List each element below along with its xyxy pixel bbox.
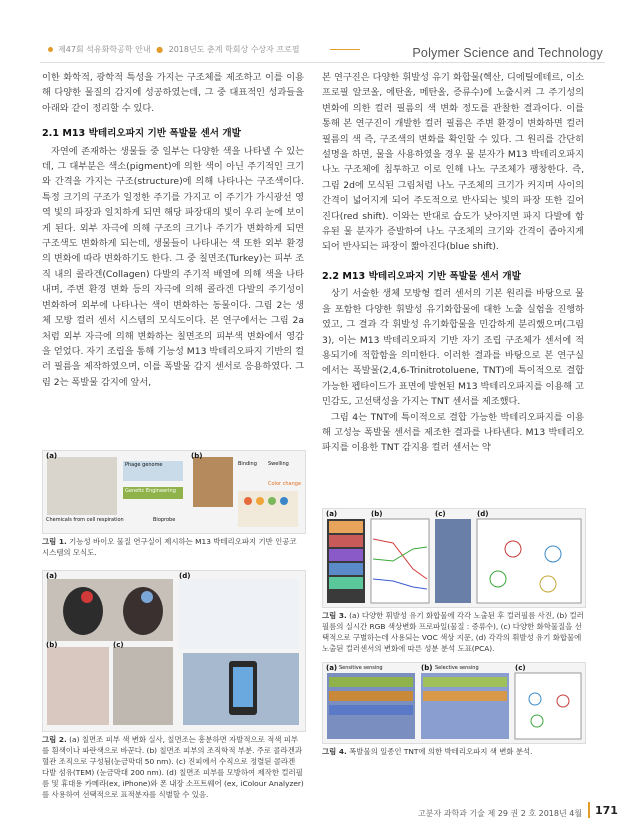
fig1-well-3 bbox=[268, 497, 276, 505]
fig1-caption-title: 그림 1. bbox=[42, 537, 67, 546]
left-column bbox=[42, 70, 304, 390]
fig2-label-a: (a) bbox=[46, 572, 58, 580]
fig3-caption-title: 그림 3. bbox=[322, 611, 347, 620]
fig4-band-4 bbox=[423, 677, 507, 687]
figure-3 bbox=[322, 508, 586, 608]
fig3-caption-text: (a) 다양한 휘발성 유기 화합물에 각각 노출된 후 컬러필름 사진, (b) 컬러 필름의 실시간 RGB 색상변화 프로파일(물질 : 증류수), (c) 다양한 화학물질을 선택적으로 구별하는데 사용되는 VOC 색상 지문, (d) 각각의 휘발성 유기 화합물에 노출된 컬러센서의 변화에 따른 성분 분석 도표(PCA). bbox=[322, 611, 584, 653]
fig1-text-chemicals: Chemicals from cell respiration bbox=[46, 517, 124, 523]
right-paragraph-1: 본 연구진은 다양한 휘발성 유기 화합물(헥산, 디에틸에테르, 이소프로필 알코올, 에탄올, 메탄올, 증류수)에 노출시켜 그 주기성의 변화에 의한 컬러 필름의 색 변화 정도를 관찰한 결과이다. 이를 통해 본 연구진이 개발한 컬러 필름은 주변 환경이 변화하면 컬러필름의 색 즉, 구조색의 변화를 확인할 수 있다. 그 원리를 간단히 설명을 하면, 물을 사용하였을 경우 물 분자가 M13 박테리오파지 나노 구조체에 침투하고 이로 인해 나노 구조체가 팽창한다. 즉, 그림 2d에 모식된 그림처럼 나노 구조체의 크기가 커지며 사이의 간격이 넓어지게 되어 주도적으로 반사되는 빛의 파장 또한 길어진다(red shift). 이와는 반대로 습도가 낮아지면 파지 다발에 함유된 물 분자가 증발하여 나노 구조체의 크기와 간격이 좁아지게 되어 반사되는 파장이 짧아진다(blue shift). bbox=[322, 72, 584, 253]
header-item-1: 제47회 석유화학공학 안내 bbox=[58, 45, 151, 54]
fig3-film-3 bbox=[329, 549, 363, 561]
footer-journal-info: 고분자 과학과 기술 제 29 권 2 호 2018년 4월 bbox=[418, 809, 583, 818]
fig1-well-4 bbox=[280, 497, 288, 505]
header-bullet-icon bbox=[48, 47, 53, 52]
header-rule bbox=[330, 49, 360, 50]
page-header bbox=[0, 0, 625, 62]
fig2-turkey-head-1 bbox=[81, 591, 93, 603]
fig3-label-c: (c) bbox=[435, 510, 446, 518]
figure-2 bbox=[42, 570, 306, 732]
fig1-caption-text: 기능성 바이오 물질 연구실이 제시하는 M13 박테리오파지 기반 인공코 시스템의 모식도. bbox=[42, 537, 297, 557]
fig3-rgb-plot bbox=[371, 519, 429, 603]
page-number: 171 bbox=[595, 804, 618, 817]
fig1-text-binding: Binding bbox=[238, 461, 257, 467]
fig3-label-d: (d) bbox=[477, 510, 489, 518]
right-paragraph-3: 그림 4는 TNT에 특이적으로 결합 가능한 박테리오파지를 이용해 고성능 폭발물 센서를 제조한 결과를 나타낸다. M13 박테리오파지를 이용한 TNT 감지용 컬러 센서는 약 bbox=[322, 411, 584, 454]
header-bottom-rule bbox=[40, 62, 605, 63]
fig3-film-2 bbox=[329, 535, 363, 547]
fig3-voc-fingerprint bbox=[435, 519, 471, 603]
fig3-film-5 bbox=[329, 577, 363, 589]
fig1-text-color: Color change bbox=[268, 481, 302, 487]
fig1-wells bbox=[238, 491, 298, 527]
fig2-histology-b bbox=[47, 647, 109, 725]
fig3-film-4 bbox=[329, 563, 363, 575]
fig2-caption-title: 그림 2. bbox=[42, 735, 67, 744]
fig2-tem-c bbox=[113, 647, 173, 725]
fig4-label-b: (b) bbox=[421, 664, 433, 672]
fig4-label-c: (c) bbox=[515, 664, 526, 672]
fig4-caption-text: 폭발물의 일종인 TNT에 의한 박테리오파지 색 변화 분석. bbox=[349, 747, 533, 756]
fig2-schematic-d bbox=[179, 579, 299, 649]
fig4-band-3 bbox=[329, 705, 413, 715]
fig2-label-b: (b) bbox=[46, 641, 58, 649]
left-paragraph-2: 자연에 존재하는 생물들 중 일부는 다양한 색을 나타낼 수 있는데, 그 대부분은 색소(pigment)에 의한 색이 아닌 주기적인 크기와 간격을 가지는 구조(structure)에 의해 나타나는 구조색이다. 특정 크기의 구조가 일정한 주기를 가지고 이 주기가 가시광선 영역 빛의 파장과 일치하게 되면 해당 파장대의 빛이 우리 눈에 보이게 된다. 외부 자극에 의해 구조의 크기나 주기가 변화하게 되면 구조색도 변화하게 되는데, 생물들이 나타내는 색 또한 외부 환경의 변화에 따라 변화하기도 한다. 그 중 칠면조(Turkey)는 피부 조직 내의 콜라겐(Collagen) 다발의 주기적 배열에 의해 색을 나타내며, 주변 환경 변화 등의 자극에 의해 콜라겐 다발의 주기성이 변화하여 외부에 나타나는 색이 변화하는 동물이다. 그림 2는 생체 모방 컬러 센서 시스템의 모식도이다. 본 연구에서는 그림 2a 처럼 외부 자극에 의해 변화하는 칠면조의 피부색 변화에서 영감을 얻었다. 자기 조립을 통해 기능성 M13 박테리오파지 기반의 컬러 필름을 제작하였으며, 이를 폭발물 감지 센서로 응용하였다. 그림 2는 폭발물 감지에 앞서, bbox=[42, 145, 304, 388]
fig4-text-selective: Selective sensing bbox=[435, 665, 479, 671]
figure-2-caption bbox=[42, 734, 304, 800]
figure-1-caption bbox=[42, 536, 304, 558]
fig4-label-a: (a) bbox=[326, 664, 338, 672]
figure-3-caption bbox=[322, 610, 584, 654]
fig4-band-1 bbox=[329, 677, 413, 687]
fig2-turkey-head-2 bbox=[141, 591, 153, 603]
figure-4-graphic bbox=[323, 663, 585, 743]
right-paragraph-2: 상기 서술한 생체 모방형 컬러 센서의 기본 원리를 바탕으로 물을 포함한 다양한 휘발성 유기화합물에 대한 노출 실험을 진행하였고, 그 결과 각 휘발성 유기화합물을 민감하게 분리했으며(그림 3), 이는 M13 박테리오파지 기반 자기 조립 구조체가 센서에 적용되기에 적합함을 의미한다. 이러한 결과를 바탕으로 본 연구실에서는 폭발물(2,4,6-Trinitrotoluene, TNT)에 특이적으로 결합 가능한 펩타이드가 표면에 발현된 M13 박테리오파지를 이용해 고민감도, 고선택성을 가지는 TNT 센서를 제조했다. bbox=[322, 288, 584, 408]
fig1-text-phage: Phage genome bbox=[125, 462, 163, 468]
journal-title: Polymer Science and Technology bbox=[412, 46, 603, 60]
figure-4 bbox=[322, 662, 586, 744]
header-item-2: 2018년도 춘계 학회상 수상자 프로필 bbox=[168, 45, 300, 54]
figure-2-graphic bbox=[43, 571, 305, 731]
fig1-text-swelling: Swelling bbox=[268, 461, 289, 467]
figure-1 bbox=[42, 450, 306, 534]
fig4-pca-plot bbox=[515, 673, 581, 739]
fig1-well-2 bbox=[256, 497, 264, 505]
fig3-pca-plot bbox=[477, 519, 581, 603]
fig1-well-1 bbox=[244, 497, 252, 505]
fig1-label-b: (b) bbox=[191, 452, 203, 460]
figure-4-caption bbox=[322, 746, 584, 757]
fig2-label-c: (c) bbox=[113, 641, 124, 649]
fig3-film-1 bbox=[329, 521, 363, 533]
fig4-caption-title: 그림 4. bbox=[322, 747, 347, 756]
fig1-text-bioprobe: Bioprobe bbox=[153, 517, 176, 523]
fig1-text-genetic: Genetic Engineering bbox=[125, 488, 176, 494]
fig4-band-2 bbox=[329, 691, 413, 701]
header-nav bbox=[58, 44, 300, 55]
section-heading-2-1: 2.1 M13 박테리오파지 기반 폭발물 센서 개발 bbox=[42, 128, 241, 140]
fig3-label-a: (a) bbox=[326, 510, 338, 518]
footer-page-bar bbox=[588, 802, 590, 818]
fig1-hand-image bbox=[47, 457, 117, 515]
fig1-bundle-image bbox=[193, 457, 233, 507]
fig2-phone-screen bbox=[233, 667, 253, 707]
left-paragraph-1: 이한 화학적, 광학적 특성을 가지는 구조체를 제조하고 이를 이용해 다양한 물질의 감지에 성공하였는데, 그 중 대표적인 성과들을 아래와 같이 정리할 수 있다. bbox=[42, 72, 304, 114]
fig2-caption-text: (a) 칠면조 피부 색 변화 실사, 칠면조는 흥분하면 자발적으로 적색 피부를 흰색이나 파란색으로 바꾼다. (b) 칠면조 피부의 조직학적 부분. 주로 콜라겐과 혈관 조직으로 구성됨(눈금막대 50 nm). (c) 진피에서 수직으로 정렬된 콜라겐 다발 섬유(TEM) (눈금막대 200 nm). (d) 칠면조 피부를 모방하여 제작한 컬러필름 및 휴대용 카메라(ex, iPhone)와 폰 내장 소프트웨어 (ex, iColour Analyzer)를 사용하여 선택적으로 표적분자를 식별할 수 있음. bbox=[42, 735, 304, 799]
right-column bbox=[322, 70, 584, 456]
header-separator-icon: ● bbox=[156, 45, 164, 54]
fig3-label-b: (b) bbox=[371, 510, 383, 518]
fig4-band-5 bbox=[423, 691, 507, 701]
section-heading-2-2: 2.2 M13 박테리오파지 기반 폭발물 센서 개발 bbox=[322, 270, 521, 282]
fig4-text-sensitive: Sensitive sensing bbox=[339, 665, 383, 671]
fig2-label-d: (d) bbox=[179, 572, 191, 580]
fig1-label-a: (a) bbox=[46, 452, 58, 460]
figure-3-graphic bbox=[323, 509, 585, 607]
